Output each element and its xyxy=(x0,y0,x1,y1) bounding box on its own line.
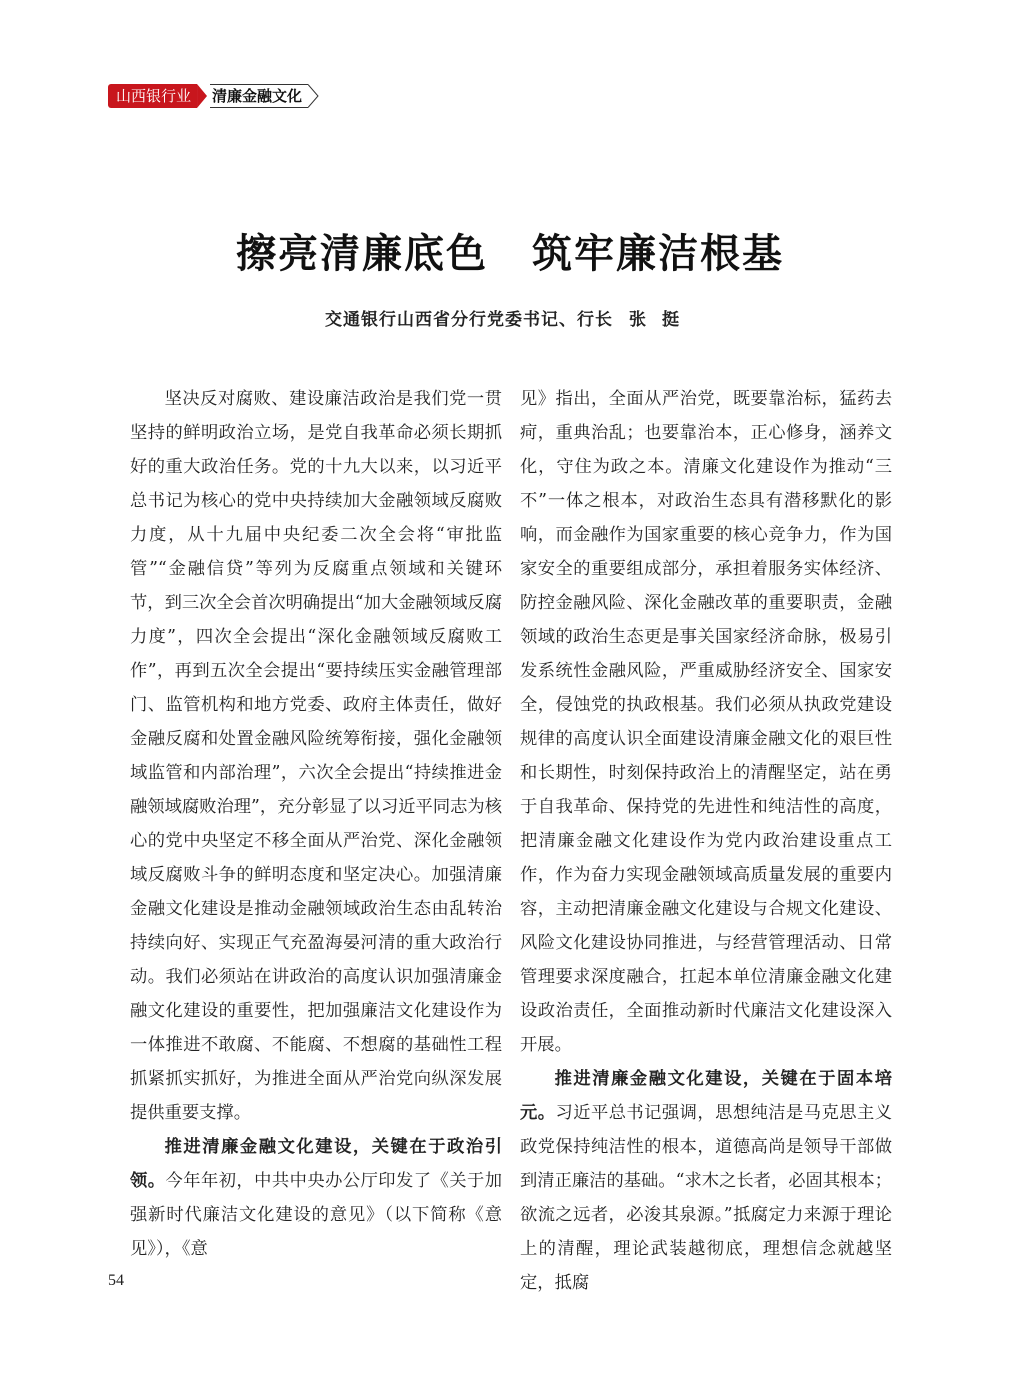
author-org: 交通银行山西省分行党委书记、行长 xyxy=(325,310,613,330)
left-paragraph-2-body: 今年年初，中共中央办公厅印发了《关于加强新时代廉洁文化建设的意见》（以下简称《意见》），《意 xyxy=(130,1171,502,1259)
chevron-right-icon xyxy=(197,84,207,108)
right-paragraph-2-lead: 推进清廉金融文化建设，关键在于固本培元。 xyxy=(520,1069,892,1123)
right-paragraph-2-body: 习近平总书记强调，思想纯洁是马克思主义政党保持纯洁性的根本，道德高尚是领导干部做到清正廉洁的基础。“求木之长者，必固其根本；欲流之远者，必浚其泉源。”抵腐定力来源于理论上的清醒，理论武装越彻底，理想信念就越坚定，抵腐 xyxy=(520,1103,892,1293)
section-tag-label: 山西银行业 xyxy=(108,84,197,108)
title-part-1: 擦亮清廉底色 xyxy=(236,230,489,277)
right-column xyxy=(520,382,892,1300)
section-tag xyxy=(108,84,320,108)
right-paragraph-2 xyxy=(520,1062,892,1300)
author-byline xyxy=(0,305,1020,330)
topic-tag-label: 清廉金融文化 xyxy=(210,84,308,108)
author-name: 张挺 xyxy=(629,310,695,330)
left-paragraph-2-lead: 推进清廉金融文化建设，关键在于政治引领。 xyxy=(130,1137,502,1191)
left-paragraph-1: 坚决反对腐败、建设廉洁政治是我们党一贯坚持的鲜明政治立场，是党自我革命必须长期抓好的重大政治任务。党的十九大以来，以习近平总书记为核心的党中央持续加大金融领域反腐败力度，从十九届中央纪委二次全会将“审批监管”“金融信贷”等列为反腐重点领域和关键环节，到三次全会首次明确提出“加大金融领域反腐力度”，四次全会提出“深化金融领域反腐败工作”，再到五次全会提出“要持续压实金融管理部门、监管机构和地方党委、政府主体责任，做好金融反腐和处置金融风险统筹衔接，强化金融领域监管和内部治理”，六次全会提出“持续推进金融领域腐败治理”，充分彰显了以习近平同志为核心的党中央坚定不移全面从严治党、深化金融领域反腐败斗争的鲜明态度和坚定决心。加强清廉金融文化建设是推动金融领域政治生态由乱转治持续向好、实现正气充盈海晏河清的重大政治行动。我们必须站在讲政治的高度认识加强清廉金融文化建设的重要性，把加强廉洁文化建设作为一体推进不敢腐、不能腐、不想腐的基础性工程抓紧抓实抓好，为推进全面从严治党向纵深发展提供重要支撑。 xyxy=(130,389,502,1123)
tag-end-chevron-icon xyxy=(308,84,320,108)
left-column xyxy=(130,382,502,1266)
left-paragraph-2 xyxy=(130,1130,502,1266)
title-part-2: 筑牢廉洁根基 xyxy=(531,230,784,277)
page-number: 54 xyxy=(108,1272,124,1289)
right-paragraph-1: 见》指出，全面从严治党，既要靠治标，猛药去疴，重典治乱；也要靠治本，正心修身，涵养文化，守住为政之本。清廉文化建设作为推动“三不”一体之根本，对政治生态具有潜移默化的影响，而金融作为国家重要的核心竞争力，作为国家安全的重要组成部分，承担着服务实体经济、防控金融风险、深化金融改革的重要职责，金融领域的政治生态更是事关国家经济命脉，极易引发系统性金融风险，严重威胁经济安全、国家安全，侵蚀党的执政根基。我们必须从执政党建设规律的高度认识全面建设清廉金融文化的艰巨性和长期性，时刻保持政治上的清醒坚定，站在勇于自我革命、保持党的先进性和纯洁性的高度，把清廉金融文化建设作为党内政治建设重点工作，作为奋力实现金融领域高质量发展的重要内容，主动把清廉金融文化建设与合规文化建设、风险文化建设协同推进，与经营管理活动、日常管理要求深度融合，扛起本单位清廉金融文化建设政治责任，全面推动新时代廉洁文化建设深入开展。 xyxy=(520,389,892,1055)
article-title xyxy=(0,222,1020,279)
